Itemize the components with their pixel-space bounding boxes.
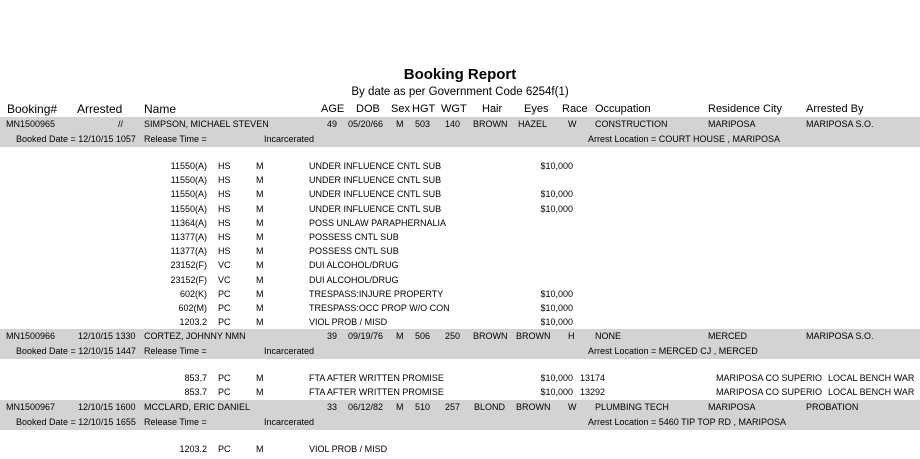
charge-description: UNDER INFLUENCE CNTL SUB xyxy=(309,175,442,186)
bail-amount: $10,000 xyxy=(540,373,573,383)
residence-city: MARIPOSA xyxy=(708,402,756,412)
charge-row xyxy=(0,443,920,457)
occupation: CONSTRUCTION xyxy=(595,119,668,129)
booked-date: Booked Date = 12/10/15 1447 xyxy=(16,346,136,356)
charge-type: PC xyxy=(218,303,231,313)
charge-row xyxy=(0,372,920,386)
weight: 250 xyxy=(445,331,461,341)
charge-type: PC xyxy=(218,373,231,383)
case-number: 13174 xyxy=(580,373,606,383)
charge-row xyxy=(0,288,920,302)
age: 33 xyxy=(327,402,338,412)
charge-level: M xyxy=(256,274,264,285)
charge-type: HS xyxy=(218,232,231,242)
arrested-datetime: 12/10/15 1330 xyxy=(78,331,136,341)
age: 39 xyxy=(327,331,338,341)
warrant-type: LOCAL BENCH WAR xyxy=(828,373,915,383)
eyes: BROWN xyxy=(516,331,551,341)
col-eyes: Eyes xyxy=(524,103,549,115)
height: 506 xyxy=(415,331,431,341)
charge-type: PC xyxy=(218,288,231,299)
booked-date: Booked Date = 12/10/15 1057 xyxy=(16,134,136,144)
occupation: NONE xyxy=(595,331,622,341)
dob: 05/20/66 xyxy=(348,119,384,129)
charge-description: DUI ALCOHOL/DRUG xyxy=(309,274,399,285)
bail-amount: $10,000 xyxy=(540,317,573,328)
charge-description: UNDER INFLUENCE CNTL SUB xyxy=(309,161,442,171)
charge-description: VIOL PROB / MISD xyxy=(309,317,388,328)
eyes: BROWN xyxy=(516,402,551,412)
col-name: Name xyxy=(144,102,177,116)
charge-type: HS xyxy=(218,217,231,228)
charge-description: UNDER INFLUENCE CNTL SUB xyxy=(309,203,442,214)
charge-row xyxy=(0,274,920,288)
col-age: AGE xyxy=(321,103,345,115)
charge-description: TRESPASS:INJURE PROPERTY xyxy=(309,288,444,299)
residence-city: MERCED xyxy=(708,331,748,341)
charge-row xyxy=(0,231,920,245)
col-wgt: WGT xyxy=(441,103,467,115)
person-name: MCCLARD, ERIC DANIEL xyxy=(144,402,251,412)
race: W xyxy=(568,119,577,129)
booking-summary-row xyxy=(0,330,920,344)
hair: BROWN xyxy=(473,331,508,341)
charge-row xyxy=(0,245,920,259)
bail-amount: $10,000 xyxy=(540,203,573,214)
col-arrested-by: Arrested By xyxy=(806,103,864,115)
age: 49 xyxy=(327,119,338,129)
residence-city: MARIPOSA xyxy=(708,119,756,129)
release-time: Release Time = xyxy=(144,346,207,356)
charge-code: 23152(F) xyxy=(170,260,207,271)
booking-summary-row xyxy=(0,401,920,415)
charge-row xyxy=(0,217,920,231)
col-dob: DOB xyxy=(356,103,380,115)
col-race: Race xyxy=(562,103,588,115)
col-hgt: HGT xyxy=(412,103,436,115)
arrest-location: Arrest Location = COURT HOUSE , MARIPOSA xyxy=(588,134,780,144)
custody-status: Incarcerated xyxy=(264,346,315,356)
arrested-by: MARIPOSA S.O. xyxy=(806,119,874,129)
case-number: 13292 xyxy=(580,387,606,398)
charge-description: FTA AFTER WRITTEN PROMISE xyxy=(309,387,444,398)
charge-code: 1203.2 xyxy=(179,317,207,328)
bail-amount: $10,000 xyxy=(540,161,573,171)
charge-level: M xyxy=(256,175,264,186)
bail-amount: $10,000 xyxy=(540,288,573,299)
person-name: CORTEZ, JOHNNY NMN xyxy=(144,331,246,341)
charge-code: 11377(A) xyxy=(170,232,207,242)
warrant-type: LOCAL BENCH WAR xyxy=(828,387,915,398)
sex: M xyxy=(396,331,404,341)
charge-description: UNDER INFLUENCE CNTL SUB xyxy=(309,189,442,200)
court-name: MARIPOSA CO SUPERIO xyxy=(716,373,823,383)
occupation: PLUMBING TECH xyxy=(595,402,669,412)
charge-row xyxy=(0,259,920,273)
charge-level: M xyxy=(256,444,264,454)
charge-code: 1203.2 xyxy=(179,444,207,454)
bail-amount: $10,000 xyxy=(540,387,573,398)
charge-description: DUI ALCOHOL/DRUG xyxy=(309,260,399,271)
charge-level: M xyxy=(256,217,264,228)
charge-level: M xyxy=(256,260,264,271)
booking-summary-row xyxy=(0,118,920,132)
charge-row xyxy=(0,160,920,174)
charge-row xyxy=(0,316,920,330)
charge-type: HS xyxy=(218,246,231,257)
booking-detail-row xyxy=(0,133,920,147)
charge-type: VC xyxy=(218,274,231,285)
bail-amount: $10,000 xyxy=(540,189,573,200)
charge-code: 11364(A) xyxy=(170,217,207,228)
weight: 140 xyxy=(445,119,461,129)
race: W xyxy=(568,402,577,412)
sex: M xyxy=(396,402,404,412)
col-booking: Booking# xyxy=(7,102,58,116)
booking-detail-row xyxy=(0,416,920,430)
charge-code: 11550(A) xyxy=(170,189,207,200)
arrested-by: PROBATION xyxy=(806,402,859,412)
charge-code: 602(M) xyxy=(178,303,207,313)
custody-status: Incarcerated xyxy=(264,417,315,427)
charge-code: 602(K) xyxy=(179,288,207,299)
charge-description: POSSESS CNTL SUB xyxy=(309,232,399,242)
custody-status: Incarcerated xyxy=(264,134,315,144)
booking-number: MN1500967 xyxy=(6,402,56,412)
bail-amount: $10,000 xyxy=(540,303,573,313)
report-title: Booking Report xyxy=(403,66,517,83)
arrested-datetime: // xyxy=(118,119,124,129)
booked-date: Booked Date = 12/10/15 1655 xyxy=(16,417,136,427)
charge-level: M xyxy=(256,189,264,200)
col-sex: Sex xyxy=(391,103,410,115)
charge-description: POSSESS CNTL SUB xyxy=(309,246,399,257)
court-name: MARIPOSA CO SUPERIO xyxy=(716,387,823,398)
charge-level: M xyxy=(256,161,264,171)
charge-row xyxy=(0,188,920,202)
charge-row xyxy=(0,386,920,400)
charge-level: M xyxy=(256,317,264,328)
charge-level: M xyxy=(256,246,264,257)
report-subtitle: By date as per Government Code 6254f(1) xyxy=(351,86,569,98)
charge-code: 853.7 xyxy=(184,387,207,398)
eyes: HAZEL xyxy=(518,119,548,129)
person-name: SIMPSON, MICHAEL STEVEN xyxy=(144,119,269,129)
release-time: Release Time = xyxy=(144,417,207,427)
charge-code: 853.7 xyxy=(184,373,207,383)
charge-type: PC xyxy=(218,317,231,328)
charge-type: PC xyxy=(218,444,231,454)
dob: 09/19/76 xyxy=(348,331,384,341)
col-hair: Hair xyxy=(482,103,503,115)
charge-level: M xyxy=(256,288,264,299)
charge-level: M xyxy=(256,203,264,214)
booking-detail-row xyxy=(0,345,920,359)
release-time: Release Time = xyxy=(144,134,207,144)
charge-type: HS xyxy=(218,161,231,171)
charge-description: VIOL PROB / MISD xyxy=(309,444,388,454)
charge-level: M xyxy=(256,387,264,398)
charge-description: TRESPASS:OCC PROP W/O CON xyxy=(309,303,450,313)
charge-code: 11550(A) xyxy=(170,175,207,186)
charge-description: POSS UNLAW PARAPHERNALIA xyxy=(309,217,447,228)
charge-row xyxy=(0,174,920,188)
hair: BROWN xyxy=(473,119,508,129)
booking-number: MN1500965 xyxy=(6,119,56,129)
charge-type: HS xyxy=(218,189,231,200)
charge-type: HS xyxy=(218,203,231,214)
race: H xyxy=(568,331,575,341)
sex: M xyxy=(396,119,404,129)
booking-number: MN1500966 xyxy=(6,331,56,341)
height: 510 xyxy=(415,402,431,412)
charge-description: FTA AFTER WRITTEN PROMISE xyxy=(309,373,444,383)
charge-code: 11377(A) xyxy=(170,246,207,257)
charge-level: M xyxy=(256,373,264,383)
charge-code: 23152(F) xyxy=(170,274,207,285)
charge-code: 11550(A) xyxy=(170,161,207,171)
arrested-datetime: 12/10/15 1600 xyxy=(78,402,136,412)
col-occupation: Occupation xyxy=(595,103,651,115)
charge-type: HS xyxy=(218,175,231,186)
hair: BLOND xyxy=(474,402,506,412)
charge-row xyxy=(0,203,920,217)
charge-type: PC xyxy=(218,387,231,398)
col-arrested: Arrested xyxy=(77,102,123,116)
weight: 257 xyxy=(445,402,461,412)
col-residence-city: Residence City xyxy=(708,103,782,115)
charge-type: VC xyxy=(218,260,231,271)
height: 503 xyxy=(415,119,431,129)
arrest-location: Arrest Location = 5460 TIP TOP RD , MARIPOSA xyxy=(588,417,787,427)
charge-level: M xyxy=(256,303,264,313)
dob: 06/12/82 xyxy=(348,402,384,412)
arrested-by: MARIPOSA S.O. xyxy=(806,331,874,341)
charge-row xyxy=(0,302,920,316)
arrest-location: Arrest Location = MERCED CJ , MERCED xyxy=(588,346,758,356)
charge-code: 11550(A) xyxy=(170,203,207,214)
charge-level: M xyxy=(256,232,264,242)
